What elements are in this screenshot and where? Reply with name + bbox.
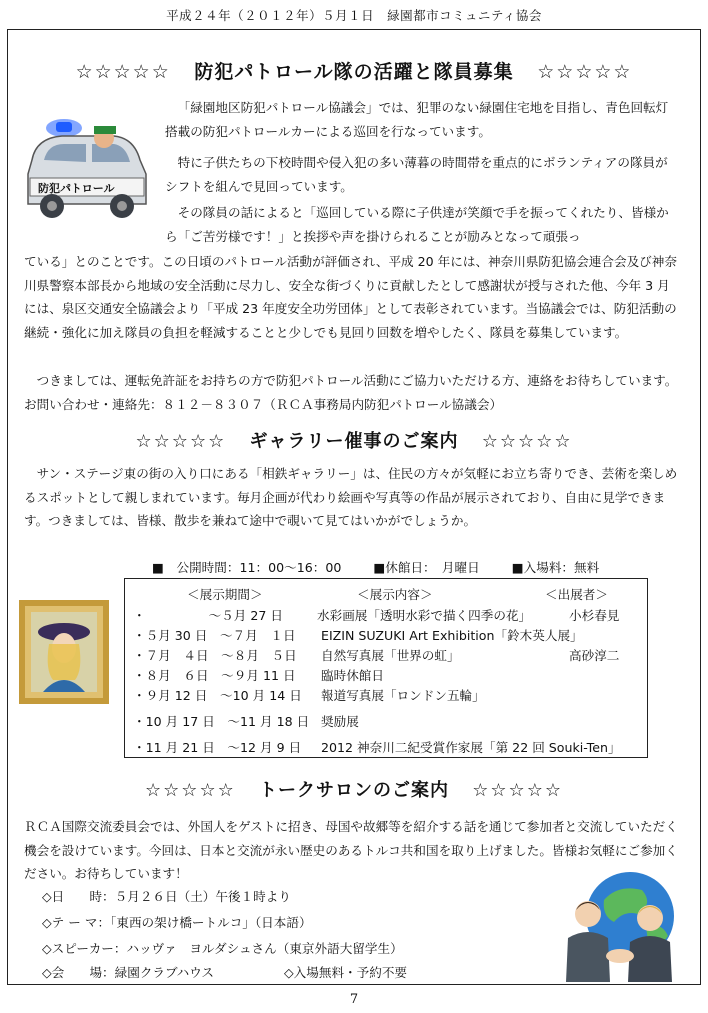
gallery-closed-day: ■休館日： 月曜日	[373, 560, 480, 575]
schedule-row	[125, 711, 647, 729]
row-content: 臨時休館日	[321, 668, 384, 683]
row-content: 自然写真展「世界の虹」	[321, 648, 460, 663]
row-content: 報道写真展「ロンドン五輪」	[321, 688, 485, 703]
patrol-contact: つきましては、運転免許証をお持ちの方で防犯パトロール活動にご協力いただける方、連絡をお待ちしています。 お問い合わせ・連絡先：８１２－８３０７（ＲＣＡ事務局内防犯パトロール協議会）	[24, 373, 684, 412]
schedule-row	[125, 685, 647, 703]
talk-title	[0, 776, 708, 802]
row-content: 2012 神奈川二紀受賞作家展「第 22 回 Souki-Ten」	[321, 740, 621, 755]
talk-theme: ◇テ ー マ：「東西の架け橋ートルコ」（日本語）	[42, 915, 312, 930]
gallery-description: サン・ステージ東の街の入り口にある「相鉄ギャラリー」は、住民の方々が気軽にお立ち寄りでき、芸術を楽しめるスポットとして親しまれています。毎月企画が代わり絵画や写真等の作品が展示されており、自由に見学できます。つきましては、皆様、散歩を兼ねて途中で覗いて見てはいかがでしょうか。	[24, 466, 678, 528]
row-exhibitor: 小杉春見	[569, 608, 620, 623]
schedule-row	[125, 625, 647, 643]
talk-entry: ◇入場無料・予約不要	[284, 965, 408, 980]
gallery-title	[0, 427, 708, 453]
patrol-intro: 「緑園地区防犯パトロール協議会」では、犯罪のない緑園住宅地を目指し、青色回転灯搭載の防犯パトロールカーによる巡回を行なっています。	[165, 100, 669, 139]
gallery-fee: ■入場料：無料	[511, 560, 600, 575]
row-period: ・５月 30 日 ～７月 １日	[133, 628, 296, 643]
gallery-title-text: ギャラリー催事のご案内	[249, 431, 459, 452]
patrol-car-illustration	[22, 108, 156, 226]
patrol-title	[0, 57, 708, 84]
schedule-header-row	[125, 584, 647, 602]
patrol-car-label: 防犯パトロール	[38, 182, 115, 195]
framed-portrait-painting	[19, 600, 109, 704]
title-stars-left: ☆☆☆☆☆	[145, 780, 236, 801]
gallery-hours: ■ 公開時間：11：00～16：00	[152, 560, 342, 575]
talk-venue: ◇会 場：緑園クラブハウス	[42, 965, 215, 980]
patrol-title-text: 防犯パトロール隊の活躍と隊員募集	[194, 61, 514, 83]
row-period: ・11 月 21 日 ～12 月 9 日	[133, 740, 302, 755]
row-content: EIZIN SUZUKI Art Exhibition「鈴木英人展」	[321, 628, 583, 643]
row-period: ・８月 ６日 ～９月 11 日	[133, 668, 296, 683]
schedule-row	[125, 737, 647, 755]
title-stars-right: ☆☆☆☆☆	[537, 61, 633, 83]
title-stars-right: ☆☆☆☆☆	[472, 780, 563, 801]
title-stars-right: ☆☆☆☆☆	[481, 431, 573, 452]
col-period-header: ＜展示期間＞	[187, 587, 263, 602]
row-content: 奨励展	[321, 714, 359, 729]
title-stars-left: ☆☆☆☆☆	[135, 431, 227, 452]
schedule-row	[125, 665, 647, 683]
row-exhibitor: 高砂淳二	[569, 648, 620, 663]
schedule-row	[125, 605, 647, 623]
col-exhibitor-header: ＜出展者＞	[545, 587, 608, 602]
exhibition-schedule-table	[124, 578, 648, 758]
schedule-row	[125, 645, 647, 663]
col-content-header: ＜展示内容＞	[357, 587, 433, 602]
row-period: ・７月 ４日 ～８月 ５日	[133, 648, 297, 663]
patrol-para-2: ている」とのことです。この日頃のパトロール活動が評価され、平成 20 年には、神奈川県防犯協会連合会及び神奈川県警察本部長から地域の安全活動に尽力し、安全な街づくりに貢献したとして感謝状が授与された他、今年 3 月には、泉区交通安全協議会より「平成 23 年度安全功労団体」として表彰されています。当協議会では、防犯活動の継続・強化に加え隊員の負担を軽減することと少しでも見回り回数を増やしたく、隊員を募集しています。	[24, 254, 677, 340]
gallery-info-line	[152, 557, 625, 576]
row-content: 水彩画展「透明水彩で描く四季の花」	[317, 608, 532, 623]
patrol-para-c: その隊員の話によると「巡回している際に子供達が笑顔で手を振ってくれたり、皆様から「ご苦労様です！」と挨拶や声を掛けられることが励みとなって頑張っ	[165, 205, 669, 244]
row-period: ・10 月 17 日 ～11 月 18 日	[133, 714, 310, 729]
talk-title-text: トークサロンのご案内	[259, 780, 449, 801]
patrol-para-b: 特に子供たちの下校時間や侵入犯の多い薄暮の時間帯を重点的にボランティアの隊員がシフトを組んで見回っています。	[165, 155, 668, 194]
row-period: ・ ～５月 27 日	[133, 608, 283, 623]
page-header: 平成２４年（２０１２年）５月１日 緑園都市コミュニティ協会	[166, 8, 542, 23]
talk-date: ◇日 時：５月２６日（土）午後１時より	[42, 889, 291, 904]
handshake-globe-illustration	[558, 870, 686, 982]
row-period: ・９月 12 日 ～10 月 14 日	[133, 688, 302, 703]
page-number: 7	[349, 992, 359, 1007]
talk-description: ＲＣＡ国際交流委員会では、外国人をゲストに招き、母国や故郷等を紹介する話を通じて参加者と交流していただく機会を設けています。今回は、日本と交流が永い歴史のあるトルコ共和国を取り上げました。皆様お気軽にご参加ください。お待ちしています！	[24, 819, 678, 881]
talk-speaker: ◇スピーカー：ハッヴァ ヨルダシュさん（東京外語大留学生）	[42, 941, 403, 956]
title-stars-left: ☆☆☆☆☆	[75, 61, 171, 83]
